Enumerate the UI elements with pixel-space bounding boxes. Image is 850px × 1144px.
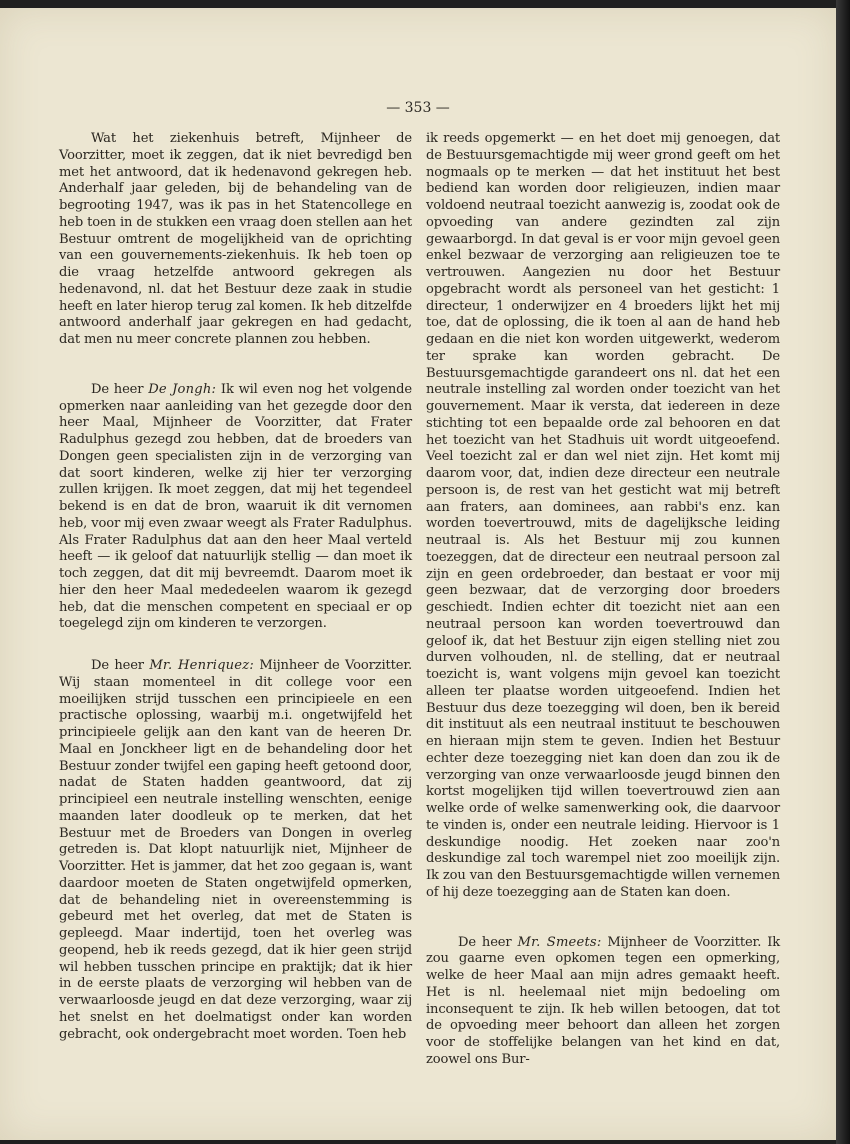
scanner-edge	[836, 0, 850, 1144]
paragraph-intro: De heer	[458, 934, 518, 950]
paragraph-intro: De heer	[91, 658, 150, 673]
document-page	[0, 8, 836, 1140]
paragraph-text: Ik wil even nog het volgende opmerken naar aanleiding van het gezegde door den heer Maal, Mijnheer de Voorzitter, dat Frater Radulphus gezegd zou hebben, dat de broeders van Dongen geen specialisten zijn in de verzorging van dat soort kinderen, welke zij hier ter verzorging zullen krijgen. Ik moet zeggen, dat mij het tegendeel bekend is en dat de bron, waaruit ik dit vernomen heb, voor mij even zwaar weegt als Frater Radulphus. Als Frater Radulphus dat aan den heer Maal verteld heeft — ik geloof dat natuurlijk stellig — dan moet ik toch zeggen, dat dit mij bevreemdt. Daarom moet ik hier den heer Maal mededeelen waarom ik gezegd heb, dat die menschen competent en speciaal er op toegelegd zijn om kinderen te verzorgen.	[59, 381, 413, 632]
speaker-name: Mr. Henriquez:	[149, 658, 254, 673]
paragraph-text: Mijnheer de Voorzitter. Ik zou gaarne even opkomen tegen een opmerking, welke de heer Maal aan mijn adres gemaakt heeft. Het is nl. heelemaal niet mijn bedoeling om inconsequent te zijn. Ik heb willen betoogen, dat tot de opvoeding meer behoort dan alleen het zorgen voor de stoffelijke belangen van het kind en dat, zoowel ons Bur-	[426, 934, 780, 1067]
paragraph-intro: De heer	[91, 381, 149, 397]
paragraph-hospital: Wat het ziekenhuis betreft, Mijnheer de Voorzitter, moet ik zeggen, dat ik niet bevredigd ben met het antwoord, dat ik hedenavond gekregen heb. Anderhalf jaar geleden, bij de behandeling van de begrooting 1947, was ik pas in het Statencollege en heb toen in de stukken een vraag doen stellen aan het Bestuur omtrent de mogelijkheid van de oprichting van een gouvernements-ziekenhuis. Ik heb toen op die vraag hetzelfde antwoord gekregen als hedenavond, nl. dat het Bestuur deze zaak in studie heeft en later hierop terug zal komen. Ik heb ditzelfde antwoord anderhalf jaar gekregen en had gedacht, dat men nu meer concrete plannen zou hebben.	[59, 131, 412, 347]
speaker-name: De Jongh:	[148, 381, 217, 397]
left-column	[59, 131, 412, 1043]
paragraph-de-jongh	[59, 382, 412, 633]
speaker-name: Mr. Smeets:	[517, 934, 602, 950]
page-number: — 353 —	[386, 100, 450, 116]
paragraph-text: Mijnheer de Voorzitter. Wij staan momenteel in dit college voor een moeilijken strijd tusschen een principieele en een practische oplossing, waarbij m.i. ongetwijfeld het principieele gelijk aan den kant van de heeren Dr. Maal en Jonckheer ligt en de behandeling door het Bestuur zonder twijfel een gaping heeft getoond door, nadat de Staten hadden geantwoord, dat zij principieel een neutrale instelling wenschten, eenige maanden later doodleuk op te merken, dat het Bestuur met de Broeders van Dongen in overleg getreden is. Dat klopt natuurlijk niet, Mijnheer de Voorzitter. Het is jammer, dat het zoo gegaan is, want daardoor moeten de Staten ongetwijfeld opmerken, dat de behandeling niet in overeenstemming is gebeurd met het overleg, dat met de Staten is gepleegd. Maar indertijd, toen het overleg was geopend, heb ik reeds gezegd, dat ik hier geen strijd wil hebben tusschen principe en praktijk; dat ik hier in de eerste plaats de verzorging wil hebben van de verwaarloosde jeugd en dat deze verzorging, waar zij het snelst en het doelmatigst onder kan worden gebracht, ook ondergebracht moet worden. Toen heb	[59, 658, 412, 1042]
paragraph-henriquez	[59, 658, 412, 1043]
paragraph-smeets	[426, 935, 780, 1069]
paragraph-henriquez-continued: ik reeds opgemerkt — en het doet mij genoegen, dat de Bestuursgemachtigde mij weer grond geeft om het nogmaals op te merken — dat het instituut het best bediend kan worden door religieuzen, indien maar voldoend neutraal toezicht aanwezig is, zoodat ook de opvoeding van andere gezindten zal zijn gewaarborgd. In dat geval is er voor mijn gevoel geen enkel bezwaar de verzorging aan religieuzen toe te vertrouwen. Aangezien nu door het Bestuur opgebracht wordt als personeel van het gesticht: 1 directeur, 1 onderwijzer en 4 broeders lijkt het mij toe, dat de oplossing, die ik toen al aan de hand heb gedaan en die niet kon worden uitgewerkt, wederom ter sprake kan worden gebracht. De Bestuursgemachtigde garandeert ons nl. dat het een neutrale instelling zal worden onder toezicht van het gouvernement. Maar ik versta, dat iedereen in deze stichting tot een bepaalde orde zal behooren en dat het toezicht van het Stadhuis uit wordt uitgeoefend. Veel toezicht zal er dan wel niet zijn. Het komt mij daarom voor, dat, indien deze directeur een neutrale persoon is, de rest van het gesticht wat mij betreft aan fraters, aan dominees, aan rabbi's enz. kan worden toevertrouwd, mits de dagelijksche leiding neutraal is. Als het Bestuur mij zou kunnen toezeggen, dat de directeur een neutraal persoon zal zijn en geen ordebroeder, dan bestaat er voor mij geen bezwaar, dat de verzorging door broeders geschiedt. Indien echter dit toezicht niet aan een neutraal persoon kan worden toevertrouwd dan geloof ik, dat het Bestuur zijn eigen stelling niet zou durven volhouden, nl. de stelling, dat er neutraal toezicht is, want volgens mijn gevoel kan toezicht alleen ter plaatse worden uitgeoefend. Indien het Bestuur dus deze toezegging wil doen, ben ik bereid dit instituut als een neutraal instituut te beschouwen en hieraan mijn stem te geven. Indien het Bestuur echter deze toezegging niet kan doen dan zou ik de verzorging van onze verwaarloosde jeugd binnen den kortst mogelijken tijd willen toevertrouwd zien aan welke orde of welke samenwerking ook, die daarvoor te vinden is, onder een neutrale leiding. Hiervoor is 1 deskundige noodig. Het zoeken naar zoo'n deskundige zal toch warempel niet zoo moeilijk zijn. Ik zou van den Bestuursgemachtigde willen vernemen of hij deze toezegging aan de Staten kan doen.	[426, 131, 780, 900]
right-column	[426, 131, 780, 1069]
